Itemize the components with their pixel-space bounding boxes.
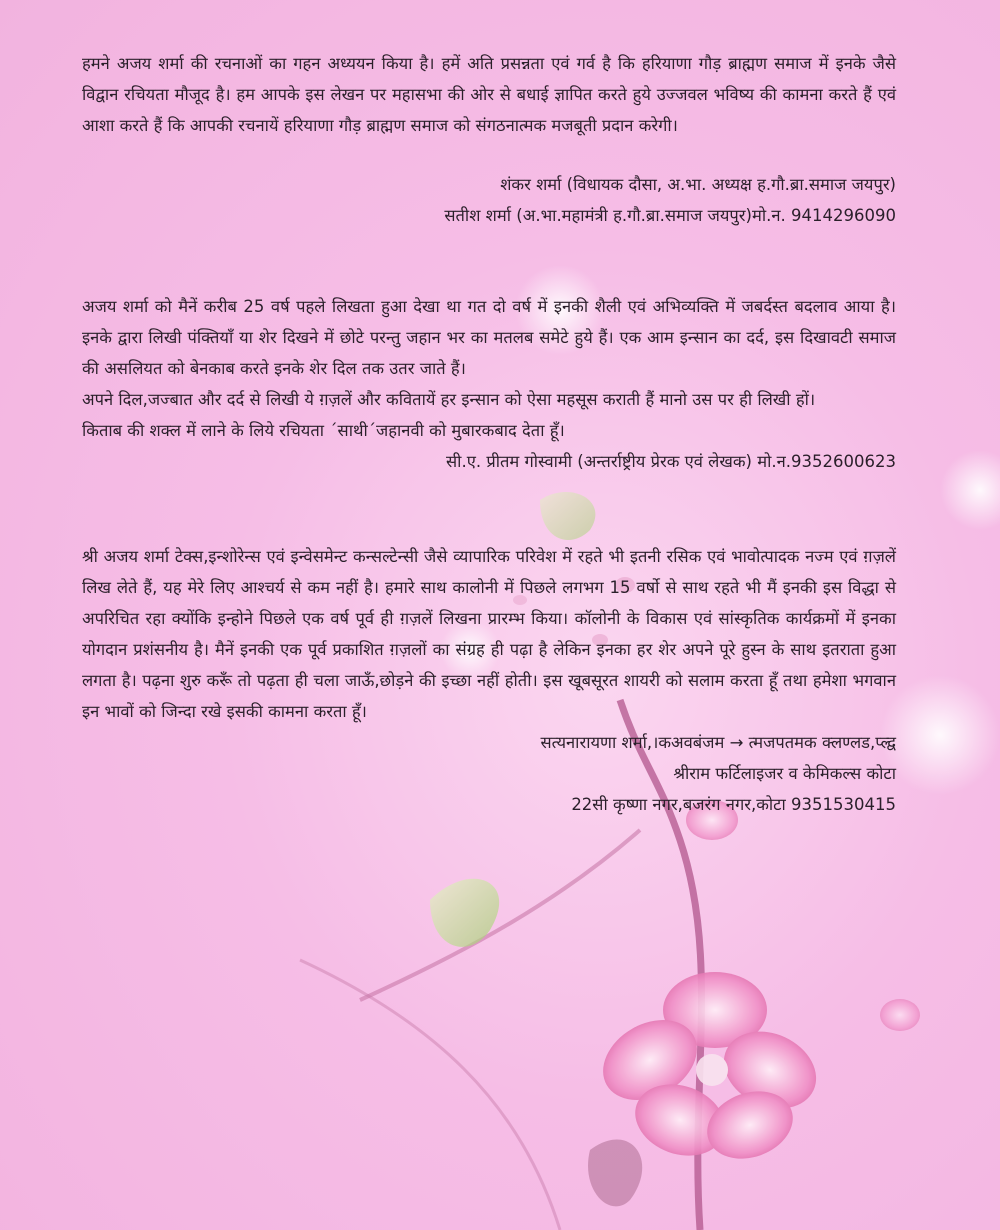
endorsement-block-2 (82, 291, 896, 477)
signature-line: सत्यनारायणा शर्मा,।कअवबंजम → त्मजपतमक क्लण्लड,प्ल्द्व (540, 733, 896, 752)
signature-line: श्रीराम फर्टिलाइजर व केमिकल्स कोटा (673, 764, 896, 783)
endorsement-paragraph: अपने दिल,जज्बात और दर्द से लिखी ये ग़ज़लें और कवितायें हर इन्सान को ऐसा महसूस कराती हैं मानो उस पर ही लिखी हों। (82, 390, 816, 409)
signature-block (82, 446, 896, 477)
signature-block (82, 169, 896, 231)
signature-line: सी.ए. प्रीतम गोस्वामी (अन्तर्राष्ट्रीय प्रेरक एवं लेखक) मो.न.9352600623 (446, 452, 896, 471)
document-body (82, 48, 896, 820)
signature-block (82, 727, 896, 820)
endorsement-block-3 (82, 541, 896, 820)
signature-line: 22सी कृष्णा नगर,बजरंग नगर,कोटा 9351530415 (571, 795, 896, 814)
endorsement-paragraph: श्री अजय शर्मा टेक्स,इन्शोरेन्स एवं इन्वेसमेन्ट कन्सल्टेन्सी जैसे व्यापारिक परिवेश में रहते भी इतनी रसिक एवं भावोत्पादक नज्म एवं ग़ज़लें लिख लेते हैं, यह मेरे लिए आश्चर्य से कम नहीं है। हमारे साथ कालोनी में पिछले लगभग 15 वर्षो से साथ रहते भी मैं इनकी इस विद्धा से अपरिचित रहा क्योंकि इन्होने पिछले एक वर्ष पूर्व ही ग़ज़लें लिखना प्रारम्भ किया। कॉलोनी के विकास एवं सांस्कृतिक कार्यक्रमों में इनका योगदान प्रशंसनीय है। मैनें इनकी एक पूर्व प्रकाशित ग़ज़लों का संग्रह ही पढ़ा है लेकिन इनका हर शेर अपने पूरे हुस्न के साथ इतराता हुआ लगता है। पढ़ना शुरु करूँ तो पढ़ता ही चला जाऊँ,छोड़ने की इच्छा नहीं होती। इस खूबसूरत शायरी को सलाम करता हूँ तथा हमेशा भगवान इन भावों को जिन्दा रखे इसकी कामना करता हूँ। (82, 547, 896, 721)
endorsement-block-1 (82, 48, 896, 231)
signature-line: शंकर शर्मा (विधायक दौसा, अ.भा. अध्यक्ष ह.गौ.ब्रा.समाज जयपुर) (500, 175, 896, 194)
endorsement-paragraph: अजय शर्मा को मैनें करीब 25 वर्ष पहले लिखता हुआ देखा था गत दो वर्ष में इनकी शैली एवं अभिव्यक्ति में जबर्दस्त बदलाव आया है। इनके द्वारा लिखी पंक्तियाँ या शेर दिखने में छोटे परन्तु जहान भर का मतलब समेटे हुये हैं। एक आम इन्सान का दर्द, इस दिखावटी समाज की असलियत को बेनकाब करते इनके शेर दिल तक उतर जाते हैं। (82, 297, 896, 378)
endorsement-paragraph: हमने अजय शर्मा की रचनाओं का गहन अध्ययन किया है। हमें अति प्रसन्नता एवं गर्व है कि हरियाणा गौड़ ब्राह्मण समाज में इनके जैसे विद्वान रचियता मौजूद है। हम आपके इस लेखन पर महासभा की ओर से बधाई ज्ञापित करते हुये उज्जवल भविष्य की कामना करते हैं एवं आशा करते हैं कि आपकी रचनायें हरियाणा गौड़ ब्राह्मण समाज को संगठनात्मक मजबूती प्रदान करेगी। (82, 54, 896, 135)
signature-line: सतीश शर्मा (अ.भा.महामंत्री ह.गौ.ब्रा.समाज जयपुर)मो.न. 9414296090 (444, 206, 896, 225)
endorsement-paragraph: किताब की शक्ल में लाने के लिये रचियता ´साथी´जहानवी को मुबारकबाद देता हूँ। (82, 421, 565, 440)
